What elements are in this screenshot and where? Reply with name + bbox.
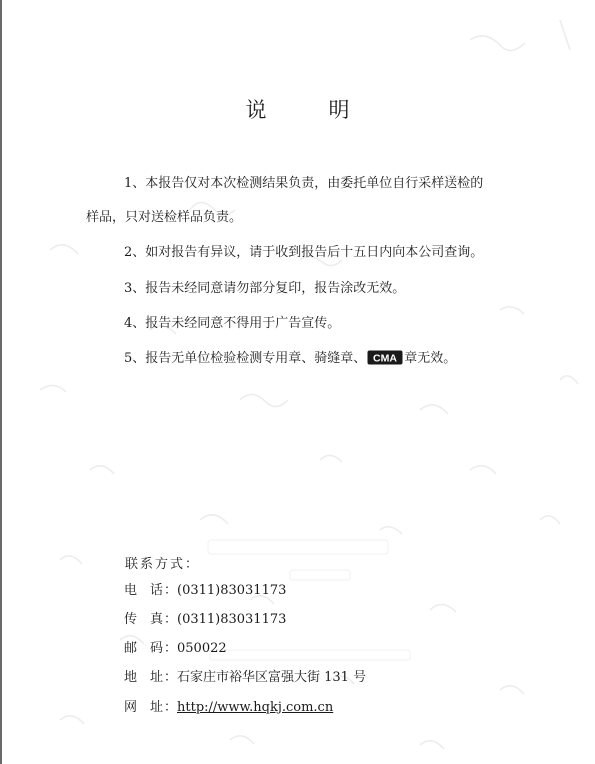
clause-5: [124, 350, 456, 367]
postcode-label: 邮 码: [124, 641, 164, 656]
clause-4: 4、报告未经同意不得用于广告宣传。: [124, 316, 341, 331]
contact-website-row: 网 址：http://www.hqkj.com.cn: [124, 700, 334, 715]
contact-postcode-row: 邮 码：050022: [124, 641, 227, 656]
cma-badge-label: CMA: [373, 352, 398, 365]
cma-mark-icon: [367, 350, 403, 365]
phone-value: (0311)83031173: [177, 583, 287, 598]
contact-phone-row: 电 话：(0311)83031173: [124, 583, 287, 598]
fax-label: 传 真: [124, 612, 164, 627]
postcode-value: 050022: [177, 641, 227, 656]
title-char-1: 说: [245, 98, 267, 122]
phone-label: 电 话: [124, 583, 164, 598]
page-title: [0, 94, 595, 124]
clause-5-text-before: 5、报告无单位检验检测专用章、骑缝章、: [124, 351, 367, 366]
contact-fax-row: 传 真：(0311)83031173: [124, 612, 287, 627]
clause-3: 3、报告未经同意请勿部分复印，报告涂改无效。: [124, 281, 406, 296]
fax-value: (0311)83031173: [177, 612, 287, 627]
website-label: 网 址: [124, 700, 164, 715]
contact-heading: 联系方式：: [125, 557, 201, 572]
address-label: 地 址: [124, 670, 164, 685]
clause-1-line-1: 1、本报告仅对本次检测结果负责，由委托单位自行采样送检的: [124, 176, 484, 191]
title-char-2: 明: [328, 98, 350, 122]
clause-2: 2、如对报告有异议，请于收到报告后十五日内向本公司查询。: [124, 245, 484, 260]
website-link[interactable]: http://www.hqkj.com.cn: [177, 700, 334, 715]
clause-1-line-2: 样品，只对送检样品负责。: [86, 210, 243, 225]
contact-address-row: 地 址：石家庄市裕华区富强大街 131 号: [124, 670, 367, 685]
clause-5-text-after: 章无效。: [404, 351, 457, 366]
address-value: 石家庄市裕华区富强大街 131 号: [177, 670, 367, 685]
